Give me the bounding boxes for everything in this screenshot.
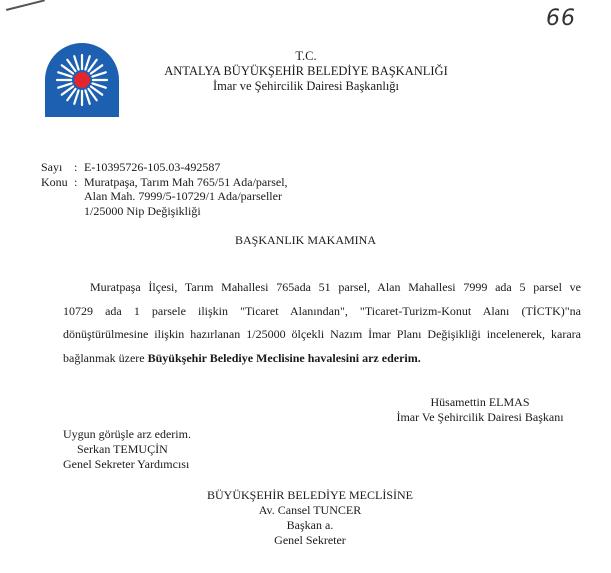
konu-label: Konu [41, 174, 68, 189]
header-department: İmar ve Şehircilik Dairesi Başkanlığı [212, 79, 400, 93]
sayi-value: E-10395726-105.03-492587 [84, 160, 221, 174]
signatory-name: Serkan TEMUÇİN [77, 442, 168, 456]
header-institution: ANTALYA BÜYÜKŞEHİR BELEDİYE BAŞKANLIĞI [164, 64, 448, 78]
konu-line: Alan Mah. 7999/5-10729/1 Ada/parseller [84, 189, 282, 203]
sayi-row: Sayı : E-10395726-105.03-492587 [41, 160, 221, 174]
body-line: dönüştürülmesine ilişkin hazırlanan 1/25000 ölçekli Nazım İmar Planı Değişikliği incelenerek, karara [63, 327, 581, 341]
signature-block-deputy-secretary [63, 427, 233, 472]
konu-line: Muratpaşa, Tarım Mah 765/51 Ada/parsel, [84, 174, 288, 189]
signatory-title: İmar Ve Şehircilik Dairesi Başkanı [396, 410, 564, 424]
antalya-municipality-logo [41, 39, 123, 121]
document-meta [41, 160, 288, 218]
konu-row: Konu : Muratpaşa, Tarım Mah 765/51 Ada/parsel, Alan Mah. 7999/5-10729/1 Ada/parseller 1/25000 Nip Değişikliği [41, 174, 288, 218]
konu-value [84, 175, 288, 219]
signatory-on-behalf: Başkan a. [286, 518, 334, 532]
body-bold-text: Büyükşehir Belediye Meclisine havalesini arz ederim. [147, 350, 421, 365]
body-paragraph [63, 276, 581, 370]
approval-note: Uygun görüşle arz ederim. [63, 427, 191, 441]
signature-block-secretary-general [150, 488, 470, 548]
pencil-mark [6, 0, 45, 11]
body-line: 10729 ada 1 parsele ilişkin "Ticaret Alanından", "Ticaret-Turizm-Konut Alanı (TİCTK)"na [63, 303, 581, 318]
body-line: Muratpaşa İlçesi, Tarım Mahallesi 765ada 51 parsel, Alan Mahallesi 7999 ada 5 parsel ve [90, 280, 581, 294]
header-tc: T.C. [295, 49, 317, 63]
handwritten-page-number: 66 [546, 6, 576, 31]
body-line: bağlanmak üzere Büyükşehir Belediye Meclisine havalesini arz ederim. [63, 350, 421, 365]
council-addressee: BÜYÜKŞEHİR BELEDİYE MECLİSİNE [207, 488, 413, 502]
konu-line: 1/25000 Nip Değişikliği [84, 203, 201, 218]
signatory-name: Hüsamettin ELMAS [430, 395, 530, 409]
signatory-title: Genel Sekreter Yardımcısı [63, 457, 190, 471]
addressee: BAŞKANLIK MAKAMINA [235, 233, 376, 247]
sayi-label: Sayı [41, 160, 63, 174]
signatory-name: Av. Cansel TUNCER [258, 503, 362, 517]
letterhead [140, 49, 472, 94]
signature-block-department-head [380, 395, 580, 425]
signatory-title: Genel Sekreter [274, 533, 346, 547]
